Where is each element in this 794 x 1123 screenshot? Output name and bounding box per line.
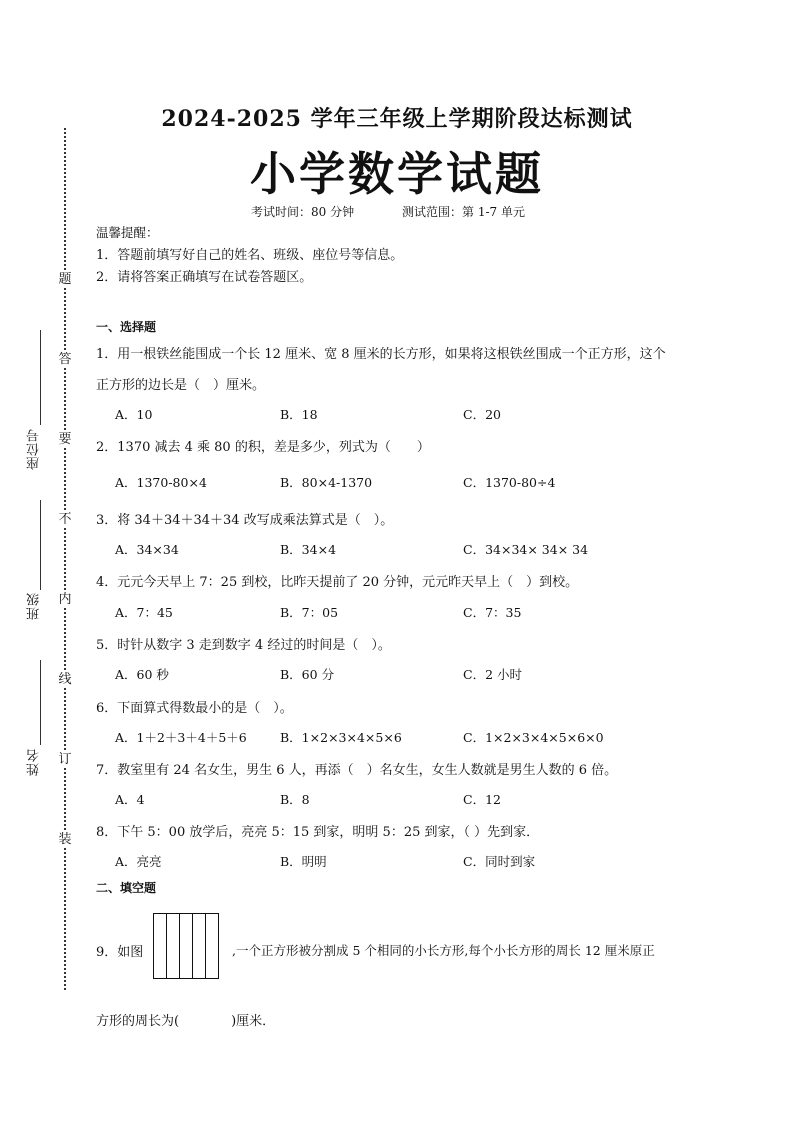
option-a: A．10 <box>115 407 153 422</box>
question-text: 5．时针从数字 3 走到数字 4 经过的时间是（ ）。 <box>96 638 391 653</box>
margin-char: 要 <box>58 432 72 447</box>
margin-char: 题 <box>58 272 72 287</box>
margin-char: 不 <box>58 512 72 527</box>
option-b: B．60 分 <box>280 667 335 682</box>
exam-title: 2024-2025 学年三年级上学期阶段达标测试 <box>161 106 633 132</box>
question-text: 8．下午 5：00 放学后，亮亮 5：15 到家，明明 5：25 到家，（ ）先到家． <box>96 825 540 840</box>
divided-square-figure <box>153 913 219 979</box>
option-c: C．同时到家 <box>463 854 536 869</box>
option-a: A．60 秒 <box>115 667 169 682</box>
notice-heading: 温馨提醒： <box>96 225 159 240</box>
notice-line: 1．答题前填写好自己的姓名、班级、座位号等信息。 <box>96 248 404 263</box>
option-a: A．1370-80×4 <box>115 475 207 490</box>
option-c: C．2 小时 <box>463 667 522 682</box>
figure-column <box>193 914 206 978</box>
option-b: B．明明 <box>280 854 327 869</box>
seat-underline <box>40 330 41 425</box>
question-text: 2．1370 减去 4 乘 80 的积，差是多少，列式为（ ） <box>96 440 430 455</box>
option-c: C．1370-80÷4 <box>463 475 556 490</box>
option-c: C．7：35 <box>463 605 522 620</box>
option-c: C．1×2×3×4×5×6×0 <box>463 730 604 745</box>
option-a: A．1＋2＋3＋4＋5＋6 <box>115 730 247 745</box>
option-a: A．4 <box>115 792 145 807</box>
option-c: C．20 <box>463 407 501 422</box>
margin-char: 线 <box>58 672 72 687</box>
name-underline <box>40 660 41 745</box>
question-text: 6．下面算式得数最小的是（ ）。 <box>96 701 293 716</box>
notice-line: 2．请将答案正确填写在试卷答题区。 <box>96 270 313 285</box>
question-text: 正方形的边长是（ ）厘米。 <box>96 378 266 393</box>
figure-column <box>154 914 167 978</box>
binding-dotted-line <box>64 128 66 990</box>
question-text: 3．将 34＋34＋34＋34 改写成乘法算式是（ ）。 <box>96 513 394 528</box>
figure-column <box>167 914 180 978</box>
option-b: B．7：05 <box>280 605 339 620</box>
class-label: 班级 <box>27 592 42 620</box>
section-title: 一、选择题 <box>96 320 157 334</box>
figure-column <box>180 914 193 978</box>
question-text: 1．用一根铁丝能围成一个长 12 厘米、宽 8 厘米的长方形，如果将这根铁丝围成一个正方形，这个 <box>96 347 666 362</box>
option-b: B．34×4 <box>280 542 337 557</box>
class-underline <box>40 500 41 590</box>
exam-time: 考试时间：80 分钟 <box>251 205 355 219</box>
exam-scope: 测试范围：第 1-7 单元 <box>402 205 525 219</box>
option-c: C．34×34× 34× 34 <box>463 542 589 557</box>
question-text: 7．教室里有 24 名女生，男生 6 人，再添（ ）名女生，女生人数就是男生人数的 6 倍。 <box>96 763 618 778</box>
figure-column <box>206 914 218 978</box>
option-b: B．1×2×3×4×5×6 <box>280 730 402 745</box>
option-b: B．18 <box>280 407 318 422</box>
question-text: 方形的周长为( )厘米． <box>96 1014 276 1029</box>
margin-char: 内 <box>58 592 72 607</box>
option-c: C．12 <box>463 792 501 807</box>
option-a: A．34×34 <box>115 542 179 557</box>
question-prefix: 9．如图 <box>96 945 144 960</box>
margin-char: 订 <box>58 752 72 767</box>
section-title: 二、填空题 <box>96 881 157 895</box>
option-a: A．亮亮 <box>115 854 162 869</box>
option-b: B．80×4-1370 <box>280 475 373 490</box>
option-a: A．7：45 <box>115 605 173 620</box>
margin-char: 装 <box>58 832 72 847</box>
option-b: B．8 <box>280 792 310 807</box>
margin-char: 答 <box>58 352 72 367</box>
seat-label: 座位号 <box>27 428 42 470</box>
question-text: 4．元元今天早上 7：25 到校，比昨天提前了 20 分钟，元元昨天早上（ ）到校。 <box>96 575 579 590</box>
name-label: 姓名 <box>27 748 42 776</box>
question-text: ,一个正方形被分割成 5 个相同的小长方形,每个小长方形的周长 12 厘米原正 <box>232 943 655 958</box>
exam-subtitle: 小学数学试题 <box>250 147 544 201</box>
